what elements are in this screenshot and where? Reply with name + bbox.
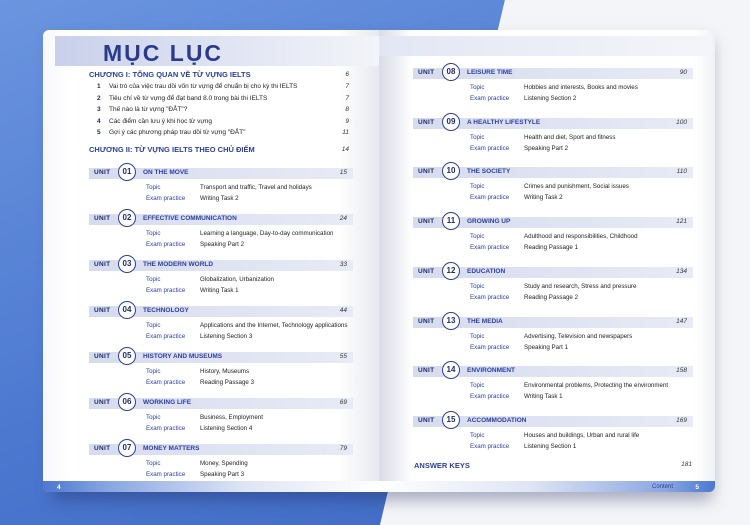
section-page: 7 [345, 83, 349, 90]
unit-label: UNIT [94, 307, 111, 314]
topic-value: Hobbies and interests, Books and movies [524, 84, 638, 91]
unit-name: TECHNOLOGY [143, 307, 189, 314]
unit-number-badge: 04 [118, 301, 136, 319]
exam-practice-label: Exam practice [470, 343, 510, 351]
unit-name: THE SOCIETY [467, 168, 511, 176]
footer-band-right [379, 481, 715, 492]
unit-label: UNIT [94, 169, 111, 176]
footer-content-label: Content [651, 484, 673, 490]
exam-practice-value: Writing Task 1 [524, 393, 563, 401]
unit-number-badge: 12 [442, 262, 460, 280]
chapter-2-title: CHƯƠNG II: TỪ VỰNG IELTS THEO CHỦ ĐIỂM [89, 145, 255, 154]
topic-label: Topic [146, 230, 161, 237]
unit-entry [89, 211, 363, 248]
unit-name: GROWING UP [467, 218, 511, 226]
topic-value: Environmental problems, Protecting the environment [524, 382, 669, 390]
topic-label: Topic [470, 431, 485, 439]
unit-entry [89, 349, 363, 386]
unit-name: THE MEDIA [467, 317, 503, 325]
section-number: 3 [97, 106, 101, 113]
exam-practice-label: Exam practice [470, 95, 510, 102]
section-number: 4 [97, 117, 101, 125]
topic-label: Topic [146, 184, 161, 191]
topic-label: Topic [470, 332, 485, 340]
unit-number-badge: 09 [442, 113, 460, 131]
topic-value: Advertising, Television and newspapers [524, 332, 633, 340]
topic-value: Learning a language, Day-to-day communication [200, 230, 334, 237]
unit-number-badge: 06 [118, 393, 136, 411]
section-number: 2 [97, 94, 101, 102]
topic-label: Topic [470, 133, 485, 141]
exam-practice-label: Exam practice [146, 333, 186, 340]
section-title: Các điểm cần lưu ý khi học từ vựng [109, 117, 213, 125]
topic-label: Topic [470, 282, 485, 290]
unit-entry [413, 264, 703, 301]
title-band [55, 36, 379, 66]
exam-practice-label: Exam practice [470, 244, 510, 252]
section-page: 7 [345, 94, 349, 102]
unit-number-badge: 08 [442, 63, 460, 81]
unit-page: 15 [339, 169, 347, 176]
unit-number-badge: 03 [118, 255, 136, 273]
page-number-right: 5 [695, 484, 699, 491]
topic-label: Topic [470, 382, 485, 390]
exam-practice-label: Exam practice [146, 195, 186, 202]
exam-practice-value: Speaking Part 1 [524, 343, 569, 351]
unit-name: ACCOMMODATION [467, 416, 527, 424]
topic-label: Topic [470, 84, 485, 91]
unit-page: 100 [676, 118, 687, 126]
unit-label: UNIT [94, 261, 111, 268]
exam-practice-value: Listening Section 1 [524, 442, 577, 450]
exam-practice-value: Writing Task 2 [524, 194, 563, 202]
exam-practice-label: Exam practice [146, 471, 186, 478]
right-page [379, 30, 715, 492]
unit-page: 90 [679, 69, 687, 76]
exam-practice-value: Reading Passage 1 [524, 244, 579, 252]
exam-practice-label: Exam practice [470, 442, 510, 450]
unit-name: LEISURE TIME [467, 69, 513, 76]
unit-entry [89, 441, 363, 478]
topic-value: Money, Spending [200, 460, 248, 467]
unit-entry [413, 314, 703, 351]
topic-value: Study and research, Stress and pressure [524, 282, 637, 290]
exam-practice-value: Reading Passage 3 [200, 379, 255, 386]
topic-value: History, Museums [200, 368, 250, 375]
unit-entry [89, 303, 363, 340]
unit-page: 110 [676, 168, 687, 176]
unit-entry [89, 257, 363, 294]
unit-name: EFFECTIVE COMMUNICATION [143, 215, 237, 222]
exam-practice-value: Speaking Part 2 [200, 241, 245, 248]
unit-number-badge: 05 [118, 347, 136, 365]
exam-practice-label: Exam practice [146, 379, 186, 386]
unit-name: HISTORY AND MUSEUMS [143, 353, 223, 360]
topic-value: Transport and traffic, Travel and holidays [200, 184, 312, 191]
topic-value: Applications and the Internet, Technology applications [200, 322, 348, 329]
topic-label: Topic [146, 322, 161, 329]
unit-page: 55 [339, 353, 347, 360]
topic-label: Topic [146, 368, 161, 375]
exam-practice-label: Exam practice [470, 144, 510, 152]
unit-page: 158 [676, 367, 687, 375]
chapter-1-title: CHƯƠNG I: TỔNG QUAN VỀ TỪ VỰNG IELTS [89, 70, 251, 79]
unit-page: 24 [339, 215, 347, 222]
section-page: 11 [342, 129, 349, 136]
section-number: 1 [97, 83, 101, 90]
unit-label: UNIT [418, 267, 435, 275]
unit-name: ON THE MOVE [143, 169, 189, 176]
unit-page: 134 [676, 267, 687, 275]
section-title: Vai trò của việc trau dồi vốn từ vựng để chuẩn bị cho kỳ thi IELTS [109, 83, 298, 90]
answer-keys-label: ANSWER KEYS [414, 461, 470, 470]
unit-label: UNIT [418, 218, 435, 226]
section-title: Gợi ý các phương pháp trau dồi từ vựng "ĐẮT" [109, 129, 246, 136]
exam-practice-label: Exam practice [470, 194, 510, 202]
unit-entry [413, 65, 703, 102]
unit-name: ENVIRONMENT [467, 367, 516, 375]
unit-number-badge: 07 [118, 439, 136, 457]
unit-page: 33 [339, 261, 347, 268]
exam-practice-value: Listening Section 2 [524, 95, 577, 102]
unit-name: WORKING LIFE [143, 399, 192, 406]
unit-page: 69 [339, 399, 347, 406]
exam-practice-value: Listening Section 4 [200, 425, 253, 432]
topic-label: Topic [146, 460, 161, 467]
exam-practice-label: Exam practice [146, 241, 186, 248]
topic-label: Topic [470, 183, 485, 191]
unit-entry [413, 363, 703, 401]
topic-value: Houses and buildings, Urban and rural life [524, 431, 640, 439]
exam-practice-label: Exam practice [470, 293, 510, 301]
unit-page: 147 [676, 317, 687, 325]
open-book [43, 30, 715, 492]
section-title: Thế nào là từ vựng "ĐẮT"? [109, 106, 188, 113]
unit-label: UNIT [418, 317, 435, 325]
exam-practice-value: Speaking Part 3 [200, 471, 245, 478]
unit-label: UNIT [94, 215, 111, 222]
unit-label: UNIT [418, 69, 435, 76]
unit-page: 44 [339, 307, 347, 314]
left-page [43, 30, 379, 492]
unit-number-badge: 14 [442, 361, 460, 379]
unit-name: MONEY MATTERS [143, 445, 200, 452]
unit-name: THE MODERN WORLD [143, 261, 214, 268]
unit-entry [413, 164, 703, 202]
topic-value: Adulthood and responsibilities, Childhood [524, 233, 638, 241]
unit-label: UNIT [94, 353, 111, 360]
chapter-1-page: 6 [345, 71, 349, 78]
unit-page: 79 [339, 445, 347, 452]
section-number: 5 [97, 129, 101, 136]
unit-label: UNIT [418, 416, 435, 424]
unit-label: UNIT [418, 367, 435, 375]
unit-number-badge: 11 [442, 212, 460, 230]
unit-label: UNIT [418, 118, 435, 126]
topic-label: Topic [146, 414, 161, 421]
page-number-left: 4 [57, 484, 61, 491]
exam-practice-value: Reading Passage 2 [524, 293, 579, 301]
unit-number-badge: 15 [442, 411, 460, 429]
unit-entry [89, 395, 363, 432]
chapter-2-page: 14 [341, 146, 349, 153]
topic-label: Topic [146, 276, 161, 283]
exam-practice-label: Exam practice [146, 425, 186, 432]
unit-number-badge: 02 [118, 209, 136, 227]
section-title: Tiêu chí về từ vựng để đạt band 8.0 trong bài thi IELTS [109, 94, 268, 102]
unit-entry [413, 214, 703, 252]
unit-entry [413, 115, 703, 152]
unit-name: A HEALTHY LIFESTYLE [467, 118, 541, 126]
section-page: 8 [345, 106, 349, 113]
exam-practice-label: Exam practice [470, 393, 510, 401]
answer-keys-page: 181 [681, 461, 692, 468]
unit-page: 121 [676, 218, 687, 226]
topic-label: Topic [470, 233, 485, 241]
section-page: 9 [345, 117, 349, 125]
unit-name: EDUCATION [467, 267, 506, 275]
unit-page: 169 [676, 416, 687, 424]
exam-practice-label: Exam practice [146, 287, 186, 294]
unit-number-badge: 13 [442, 312, 460, 330]
unit-number-badge: 01 [118, 163, 136, 181]
exam-practice-value: Writing Task 1 [200, 287, 239, 294]
footer-band-left [43, 481, 379, 492]
topic-value: Globalization, Urbanization [200, 276, 274, 283]
topic-value: Crimes and punishment, Social issues [524, 183, 629, 191]
unit-label: UNIT [418, 168, 435, 176]
unit-entry [89, 165, 363, 202]
exam-practice-value: Speaking Part 2 [524, 144, 569, 152]
unit-number-badge: 10 [442, 162, 460, 180]
page-title: MỤC LỤC [103, 40, 224, 66]
topic-value: Business, Employment [200, 414, 263, 421]
exam-practice-value: Listening Section 3 [200, 333, 253, 340]
title-band-right [379, 36, 711, 56]
unit-label: UNIT [94, 445, 111, 452]
topic-value: Health and diet, Sport and fitness [524, 133, 616, 141]
unit-entry [413, 413, 703, 450]
unit-label: UNIT [94, 399, 111, 406]
exam-practice-value: Writing Task 2 [200, 195, 239, 202]
